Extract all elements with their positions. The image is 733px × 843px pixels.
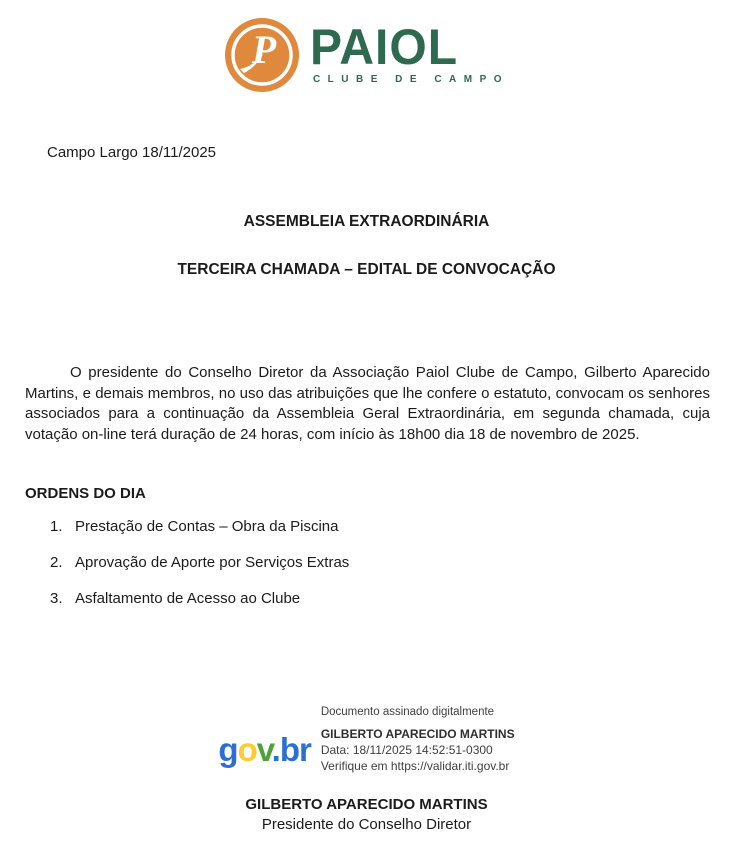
signature-block [0,796,733,833]
agenda-item-text: Aprovação de Aporte por Serviços Extras [75,554,350,571]
govbr-letter: v [256,731,272,768]
agenda-item-text: Asfaltamento de Acesso ao Clube [75,590,301,607]
club-logo-icon [224,17,300,93]
stamp-signer-name: GILBERTO APARECIDO MARTINS [320,727,515,741]
stamp-header: Documento assinado digitalmente [320,706,495,718]
stamp-text-block [321,706,515,775]
govbr-letter: g [218,731,238,768]
govbr-letter: . [271,731,280,768]
document-date: Campo Largo 18/11/2025 [47,144,217,161]
stamp-verify-url: Verifique em https://validar.iti.gov.br [320,759,510,773]
govbr-letter: o [237,731,257,768]
document-subtitle: TERCEIRA CHAMADA – EDITAL DE CONVOCAÇÃO [177,261,556,278]
agenda-item-number: 3. [50,590,63,607]
digital-signature-stamp [0,706,733,775]
club-logo-monogram: P [251,27,277,72]
govbr-logo-icon [218,715,310,766]
club-subtitle: CLUBE DE CAMPO [312,73,510,85]
agenda-title: ORDENS DO DIA [25,485,146,502]
agenda-item-number: 1. [50,518,63,535]
agenda-item-number: 2. [50,554,63,571]
agenda-item-text: Prestação de Contas – Obra da Piscina [75,518,339,535]
stamp-date: Data: 18/11/2025 14:52:51-0300 [320,743,493,757]
club-logo [0,0,733,96]
body-paragraph: O presidente do Conselho Diretor da Associação Paiol Clube de Campo, Gilberto Aparecido Martins, e demais membros, no uso das atribuições que lhe confere o estatuto, convocam os senhores associados para a continuação da Assembleia Geral Extraordinária, em segunda chamada, cuja votação on-line terá duração de 24 horas, com início às 18h00 dia 18 de novembro de 2025. [25,364,710,443]
agenda-list [0,518,733,608]
club-logo-text [309,19,510,85]
agenda-item [50,518,733,536]
agenda-item [50,554,733,572]
document-title: ASSEMBLEIA EXTRAORDINÁRIA [243,213,490,230]
club-name: PAIOL [309,19,459,75]
signer-role: Presidente do Conselho Diretor [261,816,472,833]
signer-name: GILBERTO APARECIDO MARTINS [245,796,488,813]
govbr-letter: br [279,731,311,768]
agenda-item [50,590,733,608]
